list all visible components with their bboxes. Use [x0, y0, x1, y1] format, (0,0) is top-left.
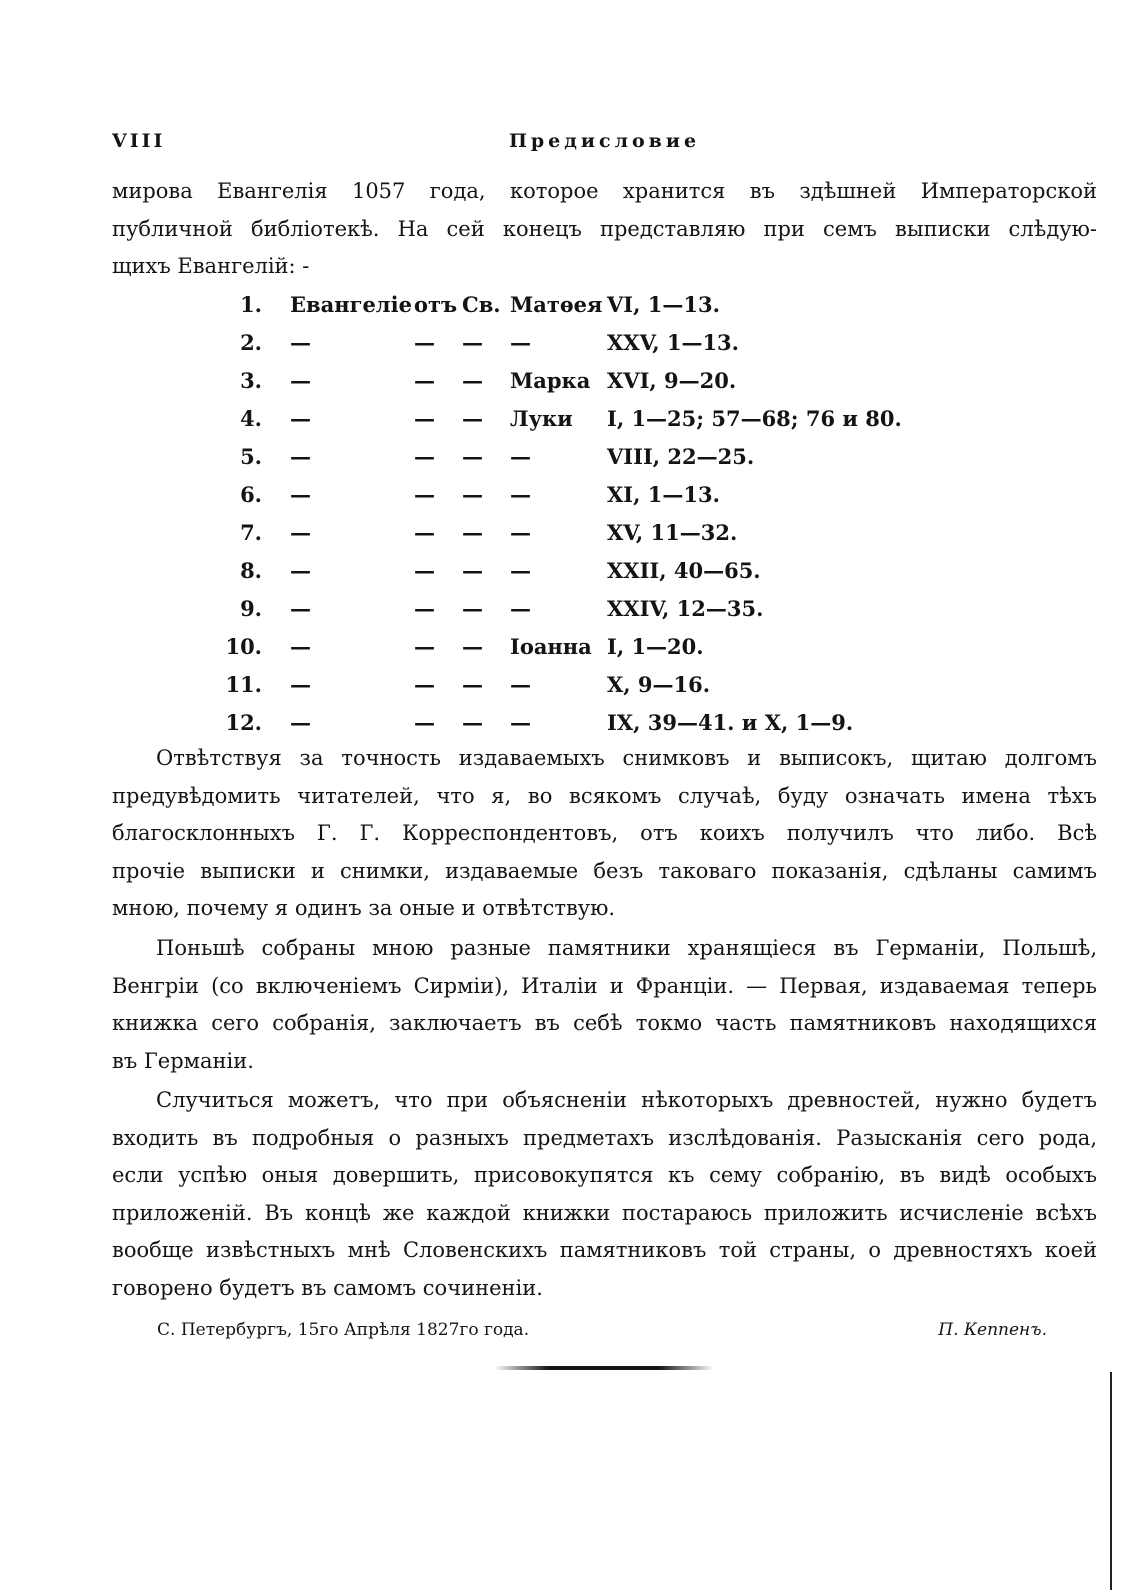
gospel-row [112, 362, 1097, 400]
col-4: — [510, 558, 531, 583]
col-3: — [462, 406, 483, 431]
col-2: — [414, 482, 435, 507]
col-1: — [290, 368, 311, 393]
gospel-row [112, 286, 1097, 324]
chapter-reference: IX, 39—41. и X, 1—9. [607, 710, 854, 735]
col-2: — [414, 406, 435, 431]
col-3: — [462, 330, 483, 355]
col-3: — [462, 672, 483, 697]
col-1: — [290, 672, 311, 697]
chapter-reference: XVI, 9—20. [607, 368, 737, 393]
col-1: Евангеліе [290, 292, 412, 317]
col-1: — [290, 330, 311, 355]
gospel-row [112, 628, 1097, 666]
col-2: отъ [414, 292, 458, 317]
chapter-reference: VIII, 22—25. [607, 444, 755, 469]
col-3: — [462, 368, 483, 393]
paragraph-1 [112, 740, 1097, 928]
col-2: — [414, 596, 435, 621]
col-2: — [414, 330, 435, 355]
col-3: — [462, 520, 483, 545]
text-line: Венгріи (со включеніемъ Сирміи), Италіи и Франціи. — Первая, издаваемая теперь [112, 973, 1097, 998]
gospel-row [112, 590, 1097, 628]
gospel-number: 9. [240, 596, 262, 621]
gospel-number: 7. [240, 520, 262, 545]
text-line: мною, почему я одинъ за оные и отвѣтствую. [112, 896, 616, 920]
col-1: — [290, 596, 311, 621]
col-4: — [510, 596, 531, 621]
gospel-row [112, 476, 1097, 514]
text-line: щихъ Евангелій: - [112, 254, 310, 278]
text-line: Поньшѣ собраны мною разные памятники хранящіеся въ Германіи, Польшѣ, [156, 936, 1097, 960]
col-4: — [510, 482, 531, 507]
gospel-number: 3. [240, 368, 262, 393]
chapter-reference: XI, 1—13. [607, 482, 720, 507]
col-3: — [462, 444, 483, 469]
col-4: Луки [510, 406, 573, 431]
col-1: — [290, 710, 311, 735]
gospel-number: 2. [240, 330, 262, 355]
col-1: — [290, 406, 311, 431]
col-4: — [510, 520, 531, 545]
col-4: — [510, 672, 531, 697]
text-line: благосклонныхъ Г. Г. Корреспондентовъ, отъ коихъ получилъ что либо. Всѣ [112, 821, 1097, 845]
col-4: — [510, 330, 531, 355]
page-edge-mark [1110, 1372, 1112, 1590]
gospel-number: 5. [240, 444, 262, 469]
text-line: Случиться можетъ, что при объясненіи нѣкоторыхъ древностей, нужно будетъ [156, 1088, 1097, 1112]
col-3: — [462, 482, 483, 507]
col-1: — [290, 634, 311, 659]
chapter-reference: XV, 11—32. [607, 520, 738, 545]
text-line: въ Германіи. [112, 1048, 254, 1073]
col-2: — [414, 368, 435, 393]
col-4: Матѳея [510, 292, 603, 317]
gospel-row [112, 438, 1097, 476]
gospel-row [112, 666, 1097, 704]
chapter-reference: XXV, 1—13. [607, 330, 739, 355]
gospel-row [112, 324, 1097, 362]
col-3: — [462, 596, 483, 621]
text-line: приложеній. Въ концѣ же каждой книжки постараюсь приложить исчисленіе всѣхъ [112, 1200, 1097, 1225]
text-line: книжка сего собранія, заключаетъ въ себѣ токмо часть памятниковъ находящихся [112, 1011, 1097, 1035]
text-line: Отвѣтствуя за точность издаваемыхъ снимковъ и выписокъ, щитаю долгомъ [156, 746, 1097, 770]
text-line: входить въ подробныя о разныхъ предметахъ изслѣдованія. Разысканія сего рода, [112, 1125, 1097, 1150]
gospel-number: 8. [240, 558, 262, 583]
place-date: С. Петербургъ, 15го Апрѣля 1827го года. [157, 1320, 530, 1340]
closing-rule [494, 1366, 714, 1370]
gospel-list [112, 286, 1097, 742]
text-line: прочіе выписки и снимки, издаваемые безъ таковаго показанія, сдѣланы самимъ [112, 858, 1097, 883]
page-number: VIII [112, 130, 166, 152]
col-1: — [290, 482, 311, 507]
col-2: — [414, 634, 435, 659]
gospel-number: 12. [225, 710, 262, 735]
paragraph-2 [112, 930, 1097, 1080]
gospel-row [112, 552, 1097, 590]
col-3: — [462, 558, 483, 583]
text-line: публичной библіотекѣ. На сей конецъ представляю при семъ выписки слѣдую- [112, 216, 1097, 241]
text-line: говорено будетъ въ самомъ сочиненіи. [112, 1275, 543, 1300]
col-3: — [462, 710, 483, 735]
col-1: — [290, 444, 311, 469]
text-line: предувѣдомить читателей, что я, во всякомъ случаѣ, буду означать имена тѣхъ [112, 783, 1097, 808]
signature-block [157, 1320, 1047, 1350]
col-4: — [510, 444, 531, 469]
col-1: — [290, 558, 311, 583]
gospel-number: 1. [240, 292, 262, 317]
gospel-number: 10. [225, 634, 262, 659]
gospel-number: 4. [240, 406, 262, 431]
col-3: — [462, 634, 483, 659]
chapter-reference: VI, 1—13. [607, 292, 720, 317]
col-2: — [414, 672, 435, 697]
text-line: если успѣю оныя довершить, присовокупятся къ сему собранію, въ видѣ особыхъ [112, 1163, 1097, 1187]
paragraph-3 [112, 1082, 1097, 1307]
col-2: — [414, 444, 435, 469]
gospel-row [112, 514, 1097, 552]
page-header [112, 130, 1097, 160]
col-2: — [414, 710, 435, 735]
col-4: Іоанна [510, 634, 592, 659]
col-4: — [510, 710, 531, 735]
text-line: вообще извѣстныхъ мнѣ Словенскихъ памятниковъ той страны, о древностяхъ коей [112, 1238, 1097, 1262]
chapter-reference: I, 1—25; 57—68; 76 и 80. [607, 406, 902, 431]
gospel-row [112, 400, 1097, 438]
gospel-number: 6. [240, 482, 262, 507]
chapter-reference: XXIV, 12—35. [607, 596, 764, 621]
running-title: Предисловие [508, 130, 701, 152]
col-2: — [414, 558, 435, 583]
chapter-reference: XXII, 40—65. [607, 558, 761, 583]
col-1: — [290, 520, 311, 545]
col-4: Марка [510, 368, 591, 393]
gospel-row [112, 704, 1097, 742]
gospel-number: 11. [225, 672, 262, 697]
author-signature: П. Кеппенъ. [938, 1320, 1047, 1340]
col-2: — [414, 520, 435, 545]
chapter-reference: X, 9—16. [607, 672, 711, 697]
chapter-reference: I, 1—20. [607, 634, 704, 659]
intro-text [112, 173, 1097, 286]
col-3: Св. [462, 292, 501, 317]
text-line: мирова Евангелія 1057 года, которое хранится въ здѣшней Императорской [112, 179, 1097, 203]
